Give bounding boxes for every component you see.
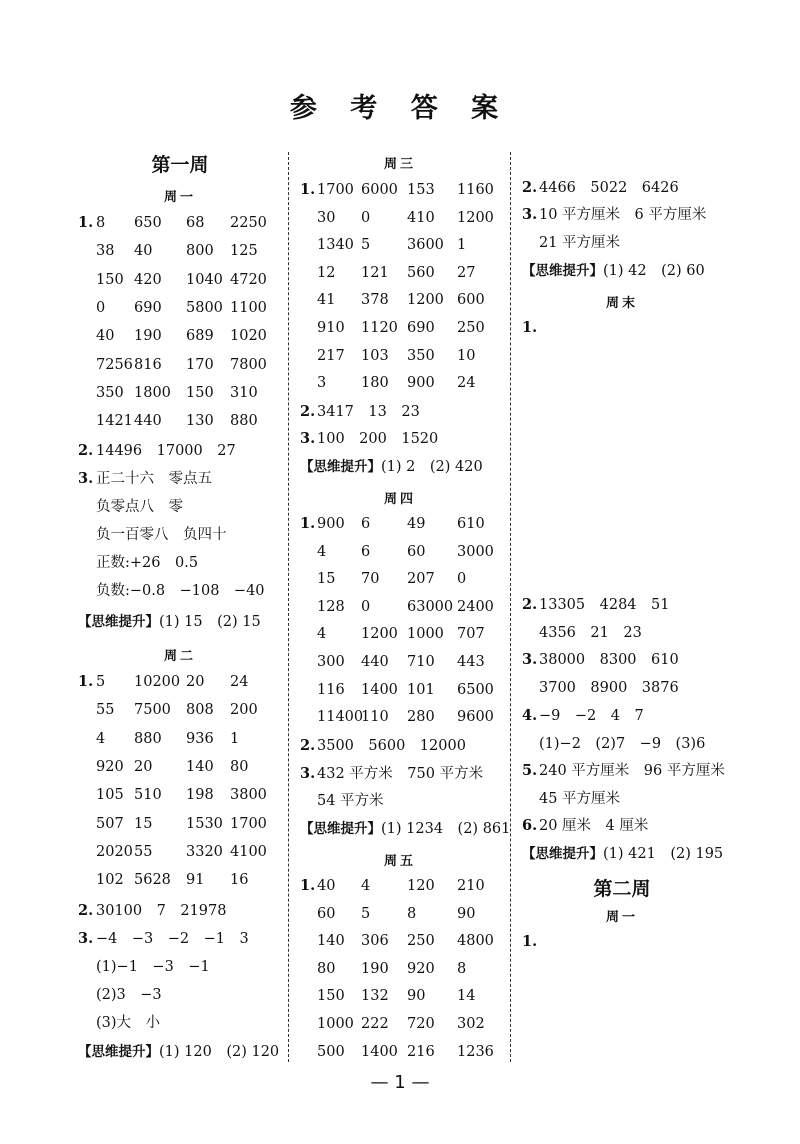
grid-cell: 4 [361, 878, 371, 894]
answer-text: 14496 17000 27 [96, 443, 236, 459]
grid-cell: 510 [134, 787, 162, 804]
day-heading: 周四 [383, 492, 416, 507]
answer-text: (3)大 小 [96, 1015, 161, 1031]
grid-cell: 900 [317, 516, 345, 532]
think-answer: (1) 1234 (2) 861 [381, 821, 511, 837]
grid-cell: 7800 [230, 356, 267, 373]
grid-cell: 170 [186, 356, 214, 373]
grid-cell: 1040 [186, 271, 223, 288]
day-heading: 周三 [383, 157, 416, 172]
grid-cell: 103 [361, 347, 389, 364]
grid-cell: 880 [230, 413, 258, 430]
grid-cell: 40 [317, 878, 336, 894]
grid-cell: 90 [407, 988, 426, 1005]
think-answer: (1) 2 (2) 420 [381, 459, 483, 475]
grid-cell: 280 [407, 709, 435, 726]
grid-cell: 1200 [361, 626, 398, 643]
grid-cell: 1400 [361, 681, 398, 698]
grid-cell: 207 [407, 571, 435, 588]
answer-text: 38000 8300 610 [539, 652, 679, 668]
grid-cell: 690 [134, 299, 162, 316]
grid-cell: 10 [457, 347, 476, 364]
think-label: 【思维提升】 [78, 1044, 159, 1060]
grid-cell: 710 [407, 654, 435, 670]
grid-cell: 150 [317, 988, 345, 1005]
grid-cell: 3800 [230, 787, 267, 804]
question-number: 1. [522, 933, 538, 950]
grid-cell: 140 [317, 933, 345, 950]
grid-cell: 116 [317, 681, 345, 698]
answer-text: 30100 7 21978 [96, 903, 227, 919]
think-section [78, 612, 261, 632]
grid-cell: 27 [457, 264, 476, 281]
grid-cell: 12 [317, 264, 336, 281]
grid-cell: 1530 [186, 815, 223, 832]
grid-cell: 41 [317, 292, 336, 309]
grid-cell: 5628 [134, 872, 171, 889]
answer-text: 20 厘米 4 厘米 [539, 818, 649, 834]
grid-cell: 300 [317, 654, 345, 670]
grid-cell: 420 [134, 271, 162, 288]
grid-cell: 5 [361, 905, 371, 922]
question-number: 1. [300, 181, 316, 198]
grid-cell: 1236 [457, 1043, 494, 1060]
think-section [522, 261, 705, 281]
grid-cell: 880 [134, 730, 162, 747]
question-number: 5. [522, 762, 538, 779]
answer-text: −9 −2 4 7 [539, 708, 644, 724]
grid-cell: 80 [230, 758, 249, 775]
grid-cell: 1160 [457, 182, 494, 198]
grid-cell: 180 [361, 375, 389, 392]
grid-cell: 4 [96, 730, 106, 747]
day-heading: 周五 [383, 854, 416, 869]
answer-text: (2)3 −3 [96, 987, 162, 1003]
grid-cell: 1700 [317, 182, 354, 198]
grid-cell: 60 [317, 905, 336, 922]
grid-cell: 49 [407, 516, 426, 532]
grid-cell: 16 [230, 872, 249, 889]
grid-cell: 20 [186, 674, 205, 690]
grid-cell: 1421 [96, 413, 133, 430]
grid-cell: 310 [230, 384, 258, 401]
grid-cell: 1700 [230, 815, 267, 832]
grid-cell: 1200 [407, 292, 444, 309]
think-section [300, 819, 510, 839]
grid-cell: 650 [134, 215, 162, 231]
grid-cell: 24 [457, 375, 476, 392]
grid-cell: 2400 [457, 598, 494, 615]
grid-cell: 1800 [134, 384, 171, 401]
grid-cell: 150 [96, 271, 124, 288]
answer-text: 45 平方厘米 [539, 791, 621, 807]
grid-cell: 70 [361, 571, 380, 588]
question-number: 2. [522, 596, 538, 613]
question-number: 3. [78, 470, 94, 487]
grid-cell: 11400 [317, 709, 364, 726]
grid-cell: 40 [134, 243, 153, 260]
grid-cell: 1200 [457, 209, 494, 226]
week-heading: 第二周 [593, 878, 651, 900]
question-number: 4. [522, 707, 538, 724]
grid-cell: 4720 [230, 271, 267, 288]
grid-cell: 910 [317, 320, 345, 336]
grid-cell: 707 [457, 626, 485, 643]
think-section [522, 844, 723, 864]
day-heading: 周一 [605, 910, 638, 925]
answer-text: 负一百零八 负四十 [96, 527, 227, 543]
grid-cell: 91 [186, 872, 205, 889]
grid-cell: 1020 [230, 328, 267, 345]
grid-cell: 15 [317, 571, 336, 588]
grid-cell: 128 [317, 598, 345, 615]
grid-cell: 443 [457, 654, 485, 670]
grid-cell: 410 [407, 209, 435, 226]
grid-cell: 5 [361, 237, 371, 254]
grid-cell: 689 [186, 328, 214, 345]
grid-cell: 210 [457, 878, 485, 894]
grid-cell: 132 [361, 988, 389, 1005]
grid-cell: 5800 [186, 299, 223, 316]
think-label: 【思维提升】 [300, 821, 381, 837]
grid-cell: 55 [134, 843, 153, 860]
grid-cell: 378 [361, 292, 389, 309]
grid-cell: 920 [407, 960, 435, 977]
grid-cell: 130 [186, 413, 214, 430]
grid-cell: 190 [134, 328, 162, 345]
page-number: — 1 — [370, 1072, 430, 1093]
grid-cell: 6 [361, 543, 371, 560]
grid-cell: 302 [457, 1016, 485, 1032]
question-number: 2. [78, 442, 94, 459]
answer-text: 432 平方米 750 平方米 [317, 766, 484, 782]
think-label: 【思维提升】 [522, 846, 603, 862]
grid-cell: 198 [186, 787, 214, 804]
answer-text: 3700 8900 3876 [539, 680, 679, 696]
answer-text: 10 平方厘米 6 平方厘米 [539, 207, 707, 223]
grid-cell: 102 [96, 872, 124, 889]
grid-cell: 2020 [96, 843, 133, 860]
grid-cell: 216 [407, 1043, 435, 1060]
grid-cell: 4100 [230, 843, 267, 860]
answer-text: 3500 5600 12000 [317, 738, 466, 754]
answer-text: 54 平方米 [317, 793, 384, 809]
grid-cell: 101 [407, 681, 435, 698]
grid-cell: 6500 [457, 681, 494, 698]
question-number: 6. [522, 817, 538, 834]
question-number: 2. [300, 403, 316, 420]
grid-cell: 4 [317, 543, 327, 560]
grid-cell: 14 [457, 988, 476, 1005]
grid-cell: 1000 [407, 626, 444, 643]
grid-cell: 6000 [361, 182, 398, 198]
grid-cell: 6 [361, 516, 371, 532]
grid-cell: 8 [457, 960, 467, 977]
question-number: 3. [522, 651, 538, 668]
grid-cell: 350 [407, 347, 435, 364]
grid-cell: 3320 [186, 843, 223, 860]
grid-cell: 560 [407, 264, 435, 281]
grid-cell: 800 [186, 243, 214, 260]
grid-cell: 250 [457, 320, 485, 336]
grid-cell: 9600 [457, 709, 494, 726]
column-divider-1 [288, 152, 289, 1062]
grid-cell: 38 [96, 243, 115, 260]
grid-cell: 0 [457, 571, 467, 588]
grid-cell: 125 [230, 243, 258, 260]
grid-cell: 90 [457, 905, 476, 922]
grid-cell: 4800 [457, 933, 494, 950]
answer-text: 21 平方厘米 [539, 235, 621, 251]
grid-cell: 1100 [230, 299, 267, 316]
question-number: 2. [522, 179, 538, 196]
grid-cell: 500 [317, 1043, 345, 1060]
grid-cell: 600 [457, 292, 485, 309]
answer-text: 正数:+26 0.5 [96, 555, 199, 571]
grid-cell: 24 [230, 674, 249, 690]
grid-cell: 7256 [96, 356, 133, 373]
grid-cell: 5 [96, 674, 106, 690]
grid-cell: 1340 [317, 237, 354, 254]
answer-text: (1)−1 −3 −1 [96, 959, 210, 975]
answer-text: 负零点八 零 [96, 499, 183, 515]
grid-cell: 4 [317, 626, 327, 643]
think-section [78, 1042, 279, 1062]
think-answer: (1) 15 (2) 15 [159, 614, 261, 630]
grid-cell: 720 [407, 1016, 435, 1032]
grid-cell: 30 [317, 209, 336, 226]
grid-cell: 306 [361, 933, 389, 950]
answer-text: 正二十六 零点五 [96, 471, 212, 487]
answer-text: 3417 13 23 [317, 404, 420, 420]
grid-cell: 20 [134, 758, 153, 775]
grid-cell: 10200 [134, 674, 181, 690]
grid-cell: 3 [317, 375, 327, 392]
grid-cell: 920 [96, 758, 124, 775]
grid-cell: 507 [96, 815, 124, 832]
question-number: 1. [522, 319, 538, 336]
grid-cell: 110 [361, 709, 389, 726]
grid-cell: 15 [134, 815, 153, 832]
grid-cell: 80 [317, 960, 336, 977]
grid-cell: 7500 [134, 702, 171, 719]
answer-text: 13305 4284 51 [539, 597, 670, 613]
think-answer: (1) 421 (2) 195 [603, 846, 724, 862]
grid-cell: 610 [457, 516, 485, 532]
grid-cell: 440 [361, 654, 389, 670]
think-label: 【思维提升】 [78, 614, 159, 630]
grid-cell: 200 [230, 702, 258, 719]
week-heading: 第一周 [151, 154, 209, 176]
answer-text: 4356 21 23 [539, 625, 642, 641]
answer-text: −4 −3 −2 −1 3 [96, 931, 249, 947]
grid-cell: 153 [407, 182, 435, 198]
grid-cell: 217 [317, 347, 345, 364]
day-heading: 周末 [605, 296, 638, 311]
grid-cell: 3000 [457, 543, 494, 560]
grid-cell: 900 [407, 375, 435, 392]
grid-cell: 140 [186, 758, 214, 775]
think-label: 【思维提升】 [300, 459, 381, 475]
column-divider-2 [510, 152, 511, 1062]
answer-text: (1)−2 (2)7 −9 (3)6 [539, 736, 706, 752]
grid-cell: 2250 [230, 215, 267, 231]
grid-cell: 936 [186, 730, 214, 747]
think-section [300, 457, 483, 477]
grid-cell: 1400 [361, 1043, 398, 1060]
day-heading: 周一 [163, 190, 196, 205]
grid-cell: 1 [230, 730, 240, 747]
grid-cell: 190 [361, 960, 389, 977]
grid-cell: 105 [96, 787, 124, 804]
grid-cell: 8 [96, 215, 106, 231]
answer-text: 240 平方厘米 96 平方厘米 [539, 763, 725, 779]
grid-cell: 0 [96, 299, 106, 316]
answer-text: 100 200 1520 [317, 431, 439, 447]
grid-cell: 440 [134, 413, 162, 430]
grid-cell: 150 [186, 384, 214, 401]
grid-cell: 1000 [317, 1016, 354, 1032]
grid-cell: 55 [96, 702, 115, 719]
answer-text: 4466 5022 6426 [539, 180, 679, 196]
question-number: 3. [300, 765, 316, 782]
question-number: 1. [300, 515, 316, 532]
grid-cell: 0 [361, 209, 371, 226]
grid-cell: 1 [457, 237, 467, 254]
question-number: 1. [300, 877, 316, 894]
grid-cell: 250 [407, 933, 435, 950]
grid-cell: 60 [407, 543, 426, 560]
grid-cell: 121 [361, 264, 389, 281]
grid-cell: 350 [96, 384, 124, 401]
grid-cell: 1120 [361, 320, 398, 336]
question-number: 2. [78, 902, 94, 919]
grid-cell: 3600 [407, 237, 444, 254]
grid-cell: 68 [186, 215, 205, 231]
grid-cell: 222 [361, 1016, 389, 1032]
grid-cell: 0 [361, 598, 371, 615]
day-heading: 周二 [163, 649, 196, 664]
think-answer: (1) 120 (2) 120 [159, 1044, 280, 1060]
question-number: 3. [78, 930, 94, 947]
grid-cell: 808 [186, 702, 214, 719]
think-label: 【思维提升】 [522, 263, 603, 279]
grid-cell: 690 [407, 320, 435, 336]
grid-cell: 8 [407, 905, 417, 922]
grid-cell: 120 [407, 878, 435, 894]
grid-cell: 40 [96, 328, 115, 345]
think-answer: (1) 42 (2) 60 [603, 263, 705, 279]
question-number: 1. [78, 673, 94, 690]
page-title: 参 考 答 案 [289, 93, 511, 124]
question-number: 2. [300, 737, 316, 754]
grid-cell: 816 [134, 356, 162, 373]
question-number: 3. [300, 430, 316, 447]
grid-cell: 63000 [407, 598, 454, 615]
answer-text: 负数:−0.8 −108 −40 [96, 583, 265, 599]
question-number: 3. [522, 206, 538, 223]
question-number: 1. [78, 214, 94, 231]
